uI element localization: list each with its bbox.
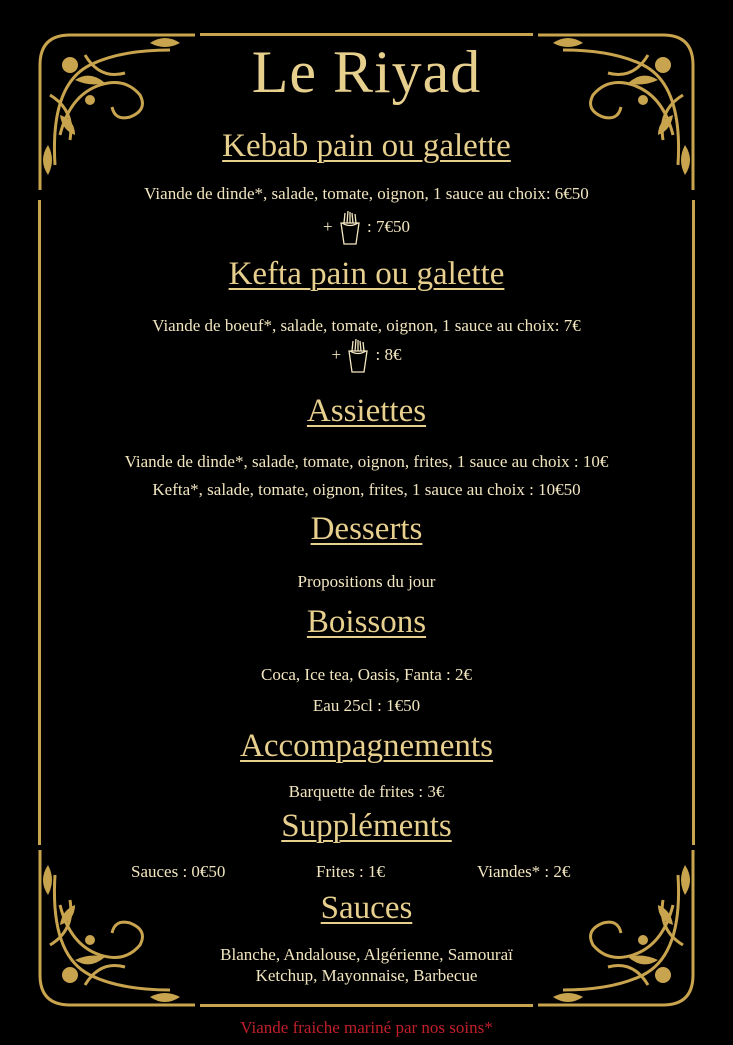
boissons-heading: Boissons (306, 604, 427, 640)
desserts-description: Propositions du jour (297, 572, 436, 591)
assiettes-heading: Assiettes (306, 393, 427, 429)
supplements-heading: Suppléments (281, 808, 452, 844)
supplement-frites: Frites : 1€ (316, 862, 385, 881)
kefta-fries-price: : 8€ (375, 344, 402, 364)
kebab-fries-price: : 7€50 (367, 216, 411, 236)
accompagnements-frites: Barquette de frites : 3€ (288, 782, 445, 801)
supplement-viandes: Viandes* : 2€ (477, 862, 571, 881)
assiettes-dinde: Viande de dinde*, salade, tomate, oignon, frites, 1 sauce au choix : 10€ (124, 452, 609, 471)
supplement-sauces: Sauces : 0€50 (131, 862, 226, 881)
boissons-sodas: Coca, Ice tea, Oasis, Fanta : 2€ (260, 665, 472, 684)
boissons-eau: Eau 25cl : 1€50 (312, 696, 421, 715)
fries-icon (337, 210, 363, 246)
sauces-list-2: Ketchup, Mayonnaise, Barbecue (255, 966, 478, 985)
plus-sign: + (322, 216, 333, 236)
kebab-description: Viande de dinde*, salade, tomate, oignon, 1 sauce au choix: 6€50 (144, 184, 589, 203)
frame-top-border (200, 33, 533, 36)
kefta-fries-option (0, 338, 733, 374)
restaurant-title: Le Riyad (251, 39, 482, 105)
plus-sign: + (331, 344, 342, 364)
accompagnements-heading: Accompagnements (240, 728, 493, 764)
assiettes-kefta: Kefta*, salade, tomate, oignon, frites, 1 sauce au choix : 10€50 (152, 480, 581, 499)
fries-icon (345, 338, 371, 374)
desserts-heading: Desserts (310, 511, 423, 547)
kebab-heading: Kebab pain ou galette (222, 128, 511, 164)
frame-bottom-border (200, 1004, 533, 1007)
footer-note: Viande fraiche mariné par nos soins* (240, 1018, 493, 1037)
sauces-list-1: Blanche, Andalouse, Algérienne, Samouraï (220, 945, 513, 964)
kefta-heading: Kefta pain ou galette (228, 256, 505, 292)
kefta-description: Viande de boeuf*, salade, tomate, oignon, 1 sauce au choix: 7€ (152, 316, 581, 335)
sauces-heading: Sauces (320, 890, 413, 926)
kebab-fries-option (0, 210, 733, 246)
